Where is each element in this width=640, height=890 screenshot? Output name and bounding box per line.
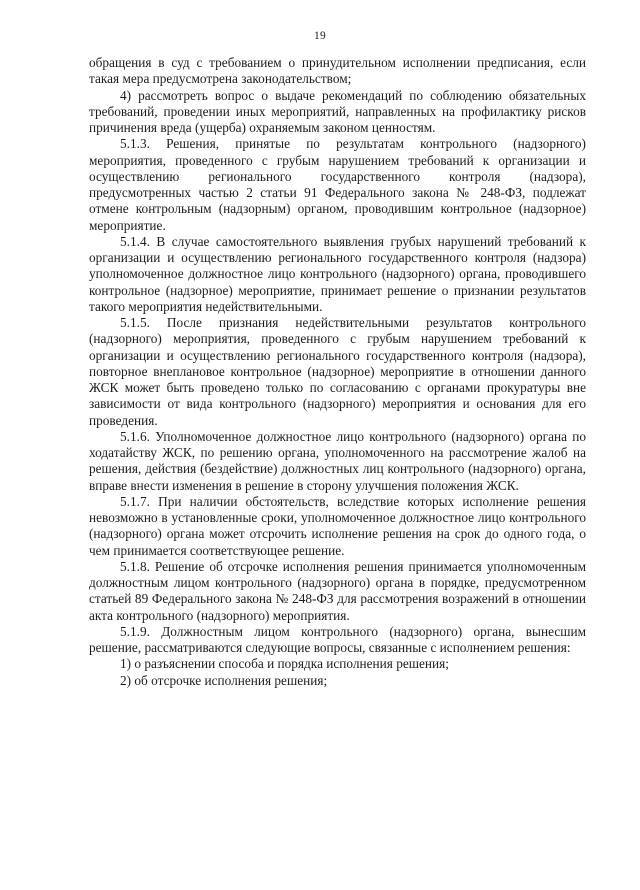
paragraph-5-1-8: 5.1.8. Решение об отсрочке исполнения решения принимается уполномоченным должностным лицом контрольного (надзорного) органа в порядке, предусмотренном статьей 89 Федерального закона № 248-ФЗ для рассмотрения возражений в отношении акта контрольного (надзорного) мероприятия.	[89, 558, 586, 623]
document-body	[89, 55, 586, 689]
paragraph-5-1-6: 5.1.6. Уполномоченное должностное лицо контрольного (надзорного) органа по ходатайству ЖСК, по решению органа, уполномоченного на рассмотрение жалоб на решения, действия (бездействие) должностных лиц контрольного (надзорного) органа, вправе внести изменения в решение в сторону улучшения положения ЖСК.	[89, 428, 586, 493]
paragraph-5-1-7: 5.1.7. При наличии обстоятельств, вследствие которых исполнение решения невозможно в установленные сроки, уполномоченное должностное лицо контрольного (надзорного) органа может отсрочить исполнение решения на срок до одного года, о чем принимается соответствующее решение.	[89, 493, 586, 558]
paragraph-5-1-5: 5.1.5. После признания недействительными результатов контрольного (надзорного) мероприятия, проведенного с грубым нарушением требований к организации и осуществлению регионального государственного контроля (надзора), повторное внеплановое контрольное (надзорное) мероприятие в отношении данного ЖСК может быть проведено только по согласованию с органами прокуратуры вне зависимости от вида контрольного (надзорного) мероприятия и основания для его проведения.	[89, 315, 586, 428]
paragraph-item-4: 4) рассмотреть вопрос о выдаче рекомендаций по соблюдению обязательных требований, проведении иных мероприятий, направленных на профилактику рисков причинения вреда (ущерба) охраняемым законом ценностям.	[89, 87, 586, 135]
paragraph-5-1-9: 5.1.9. Должностным лицом контрольного (надзорного) органа, вынесшим решение, рассматриваются следующие вопросы, связанные с исполнением решения:	[89, 623, 586, 655]
paragraph-continuation: обращения в суд с требованием о принудительном исполнении предписания, если такая мера предусмотрена законодательством;	[89, 55, 586, 87]
paragraph-5-1-4: 5.1.4. В случае самостоятельного выявления грубых нарушений требований к организации и осуществлению регионального государственного контроля (надзора) уполномоченное должностное лицо контрольного (надзорного) органа, проводившего контрольное (надзорное) мероприятие, принимает решение о признании результатов такого мероприятия недействительными.	[89, 233, 586, 314]
list-item-2: 2) об отсрочке исполнения решения;	[120, 672, 328, 688]
page-number: 19	[313, 30, 327, 42]
list-item-1: 1) о разъяснении способа и порядка исполнения решения;	[120, 656, 449, 672]
paragraph-5-1-3: 5.1.3. Решения, принятые по результатам контрольного (надзорного) мероприятия, проведенного с грубым нарушением требований к организации и осуществлению регионального государственного контроля (надзора), предусмотренных частью 2 статьи 91 Федерального закона № 248-ФЗ, подлежат отмене контрольным (надзорным) органом, проводившим контрольное (надзорное) мероприятие.	[89, 136, 586, 233]
